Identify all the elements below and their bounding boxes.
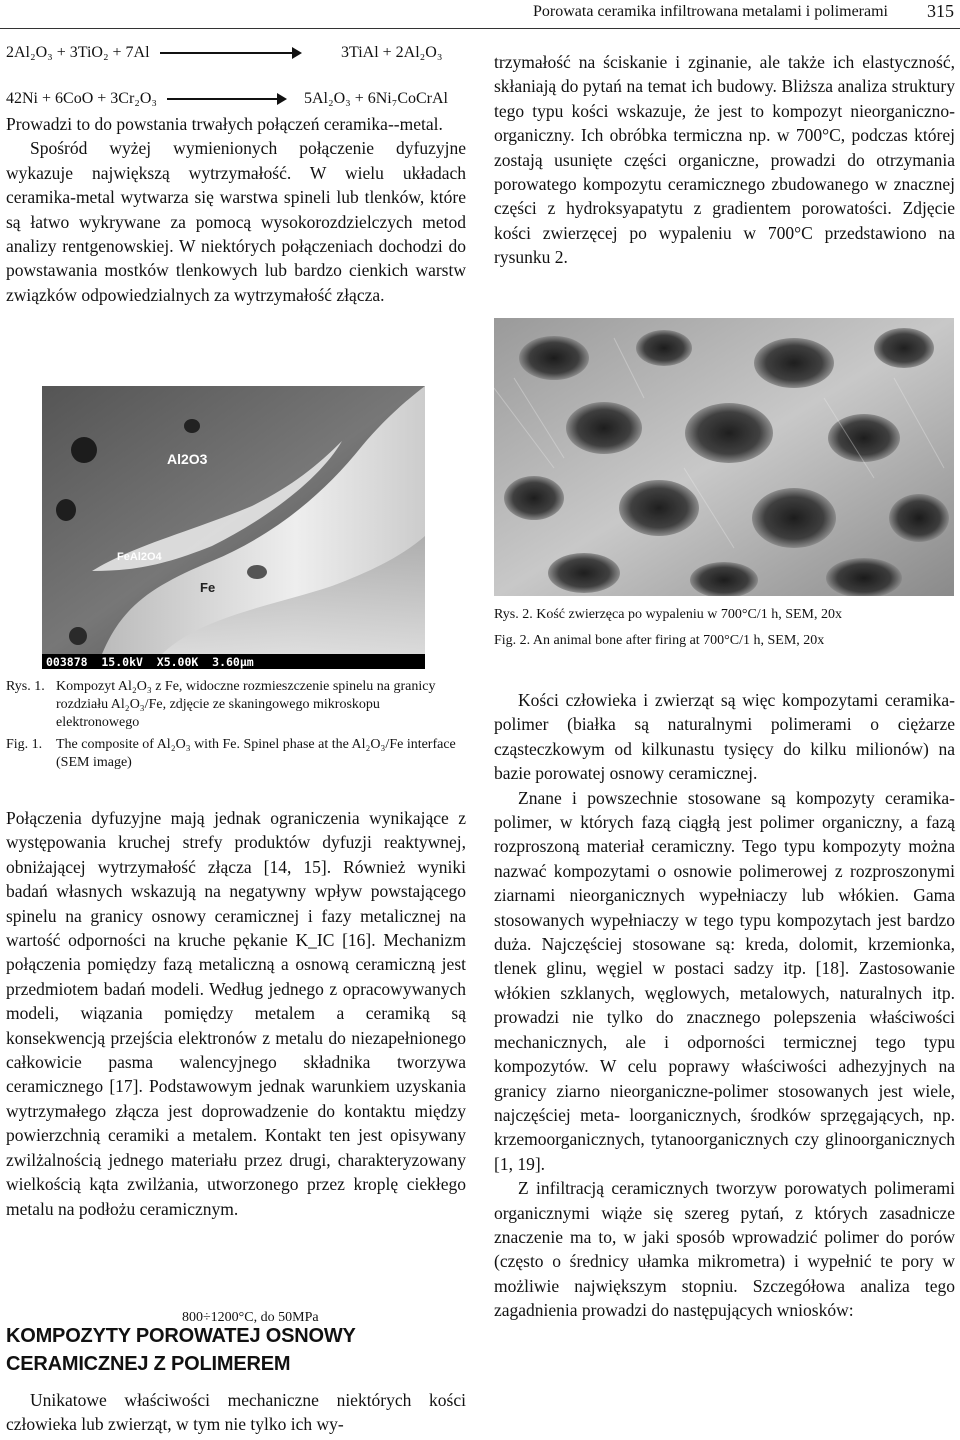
left-column-bottom: [6, 1388, 466, 1437]
figure-2-caption-pl: [494, 606, 954, 624]
figure-1-caption-pl: [6, 678, 466, 732]
paragraph: Spośród wyżej wymienionych połączenie dyfuzyjne wykazuje największą wytrzymałość. W wielu układach ceramika-metal wytwarza się warstwa spineli lub tlenków, które są łatwo wykrywane za pomocą wysokorozdzielczych metod analizy rentgenowskiej. W niektórych połączeniach dochodzi do powstawania mostków tlenkowych lub bardzo cienkich warstw związków odpowiedzialnych za wytrzymałość złącza.: [6, 138, 466, 305]
caption-text: Kompozyt Al₂O₃ z Fe, widoczne rozmieszczenie spinelu na granicy rozdziału Al₂O₃/Fe, zdjęcie ze skaningowego mikroskopu elektronowego: [56, 679, 436, 730]
left-column-top: [6, 112, 466, 307]
paragraph: Unikatowe właściwości mechaniczne niektórych kości człowieka lub zwierząt, w tym nie tylko ich wy-: [6, 1390, 466, 1435]
label-al2o3: Al2O3: [167, 451, 208, 467]
heading-line: KOMPOZYTY POROWATEJ OSNOWY: [6, 1325, 356, 1347]
caption-text: Fig. 2. An animal bone after firing at 700°C/1 h, SEM, 20x: [494, 633, 825, 648]
label-feal2o4: FeAl2O4: [117, 551, 162, 563]
caption-label: Fig. 1.: [6, 737, 43, 752]
reaction-arrow-icon: [167, 98, 285, 100]
running-title: Porowata ceramika infiltrowana metalami i polimerami: [533, 3, 888, 20]
paragraph: Z infiltracją ceramicznych tworzyw porowatych polimerami organicznymi wiąże się szereg pytań, z których zasadnicze znaczenie ma to, w jaki sposób wprowadzić polimer do porów (często o średnicy ułamka mikrometra) i wypełnić te pory w możliwie największym stopniu. Szczegółowa analiza tego zagadnienia prowadzi do następujących wniosków:: [494, 1178, 955, 1321]
paragraph: Znane i powszechnie stosowane są kompozyty ceramika-polimer, w których fazą ciągłą jest polimer organiczny, a fazą rozproszoną materiał ceramiczny. Tego typu kompozyty można nazwać kompozytami o osnowie polimerowej z rozproszonymi ziarnami nieorganicznych wypełniaczy lub włókien. Gama stosowanych wypełniaczy w tego typu kompozytach jest bardzo duża. Najczęściej stosowane są: kreda, dolomit, krzemionka, tlenek glinu, węgiel w postaci sadzy itp. [18]. Zastosowanie włókien szklanych, węglowych, metalowych, naturalnych itp. prowadzi nie tylko do znacznego polepszenia właściwości mechanicznych, ale i odporności termicznej tego typu kompozytów. W celu poprawy właściwości adhezyjnych na granicy ziarno nieorganiczne-polimer stosowanych jest wiele, najczęściej meta- loorganicznych, środków sprzęgających, np. krzemoorganicznych, tytanoorganicznych czy glinoorganicznych [1, 19].: [494, 787, 955, 1174]
right-column-top: [494, 50, 955, 270]
equation-1-lhs: 2Al₂O₃ + 3TiO₂ + 7Al: [6, 44, 150, 61]
heading-line: CERAMICZNEJ Z POLIMEREM: [6, 1353, 291, 1375]
left-column-body: [6, 806, 466, 1221]
paragraph: trzymałość na ściskanie i zginanie, ale także ich elastyczność, skłaniają do pytań na temat ich budowy. Bliższa analiza struktury tego typu kości wskazuje, że jest to kompozyt nieorganiczno-organiczny. Ich obróbka termiczna np. w 700°C, podczas której zostają usunięte części organiczne, prowadzi do otrzymania porowatego kompozytu ceramicznego zbudowanego w znacznej części z hydroksyapatytu z gradientem porowatości. Zdjęcie kości zwierzęcej po wypaleniu w 700°C przedstawiono na rysunku 2.: [494, 52, 955, 268]
equation-2-rhs: 5Al₂O₃ + 6Ni₇CoCrAl: [304, 90, 448, 107]
reaction-arrow-icon: [160, 52, 300, 54]
sem-micrograph: [42, 386, 425, 669]
right-column-body: [494, 688, 955, 1323]
equation-1: [6, 44, 443, 62]
caption-text: Rys. 2. Kość zwierzęca po wypaleniu w 700°C/1 h, SEM, 20x: [494, 607, 842, 622]
caption-text: The composite of Al₂O₃ with Fe. Spinel phase at the Al₂O₃/Fe interface (SEM image): [56, 737, 456, 770]
figure-2-caption-en: [494, 632, 954, 650]
label-fe: Fe: [200, 580, 216, 595]
bone-micrograph: [494, 318, 954, 596]
equation-1-rhs: 3TiAl + 2Al₂O₃: [341, 44, 443, 61]
paragraph: Połączenia dyfuzyjne mają jednak ograniczenia wynikające z występowania kruchej strefy produktów dyfuzji reaktywnej, obniżającej wytrzymałość złącza [14, 15]. Również wyniki badań własnych wskazują na negatywny wpływ powstającego spinelu na granicy osnowy ceramicznej i fazy metalicznej na wartość odporności na kruche pękanie K_IC [16]. Mechanizm połączenia pomiędzy fazą metaliczną a osnową ceramiczną jest przedmiotem badań modeli. Według jednego z opracowywanych modeli, wiązania pomiędzy metalem a ceramiką są konsekwencją przejścia elektronów z metalu do niezapełnionego całkowicie pasma walencyjnego składnika tworzywa ceramicznego [17]. Podstawowym jednak warunkiem uzyskania wytrzymałego złącza jest doprowadzenie do kontaktu między powierzchnią ceramiki a metalem. Kontakt ten jest opisywany zwilżalnością jednego materiału przez drugi, charakteryzowany wielkością kąta zwilżania, utworzonego przez kroplę ciekłego metalu na podłożu ceramicznym.: [6, 808, 466, 1219]
page-number: 315: [927, 1, 954, 21]
stray-label: 800÷1200°C, do 50MPa: [182, 1310, 319, 1325]
figure-1-caption-en: [6, 736, 466, 772]
paragraph: Prowadzi to do powstania trwałych połączeń ceramika--metal.: [6, 114, 443, 134]
paragraph: Kości człowieka i zwierząt są więc kompozytami ceramika-polimer (białka są naturalnymi polimerami o ciężarze cząsteczkowym od kilkunastu tysięcy do kilku milionów) na bazie porowatej osnowy ceramicznej.: [494, 690, 955, 784]
caption-label: Rys. 1.: [6, 679, 45, 694]
sem-databar: 003878 15.0kV X5.00K 3.60µm: [46, 655, 254, 669]
equation-2-lhs: 42Ni + 6CoO + 3Cr₂O₃: [6, 90, 157, 107]
figure-2-sem-image: [494, 318, 954, 596]
page-header: [0, 0, 960, 29]
section-heading: [6, 1322, 356, 1378]
figure-1-sem-image: [42, 386, 425, 669]
equation-2: [6, 90, 448, 108]
